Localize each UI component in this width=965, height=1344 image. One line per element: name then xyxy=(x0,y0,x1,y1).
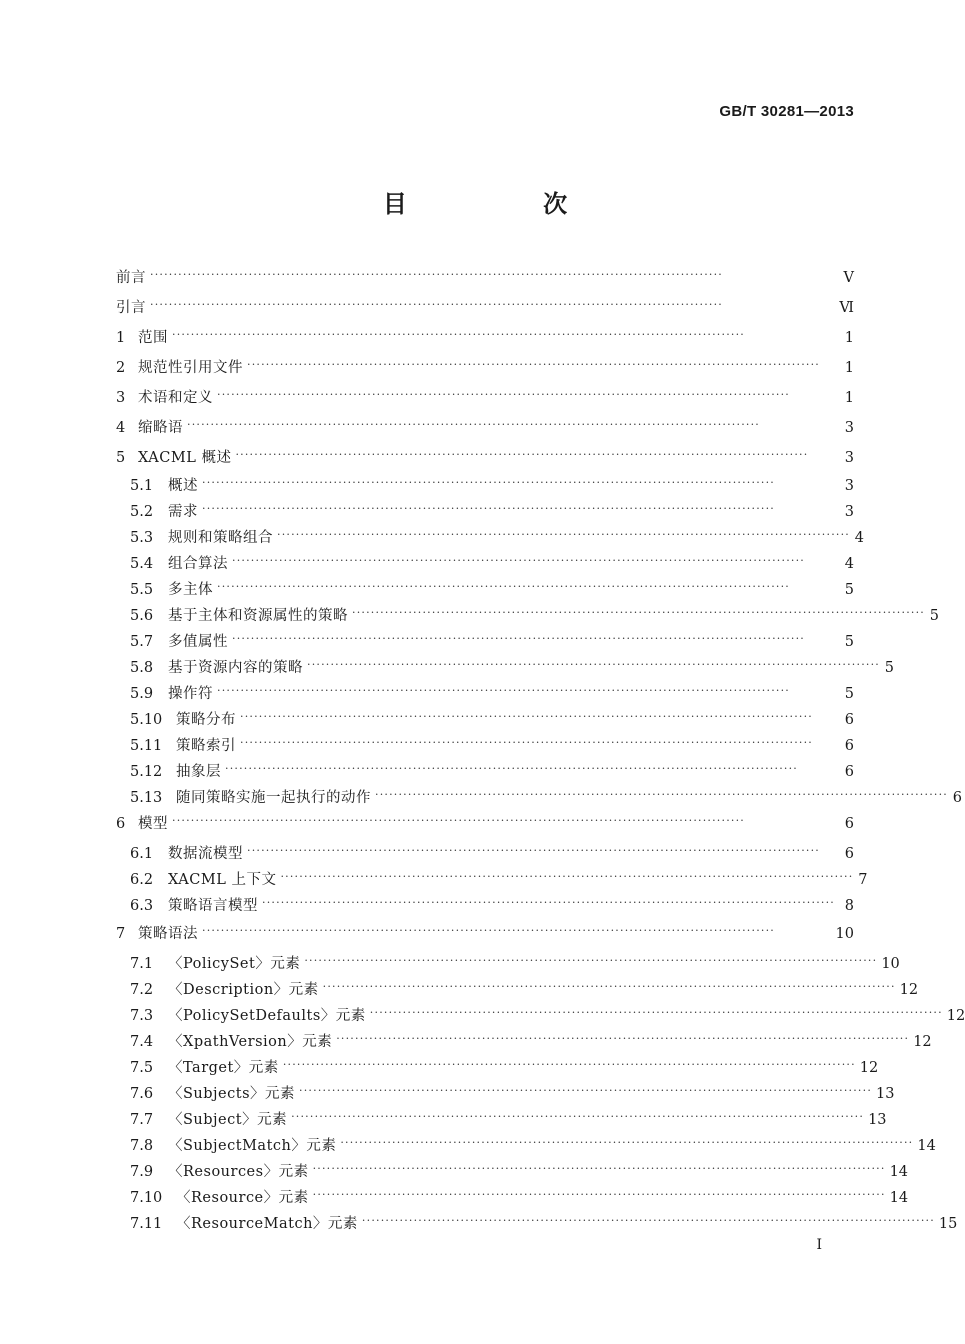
toc-entry-number: 5.7 xyxy=(130,634,154,650)
toc-entry[interactable] xyxy=(130,472,854,496)
toc-entry-page: 10 xyxy=(835,926,854,942)
toc-entry-number: 7.2 xyxy=(130,982,154,998)
toc-entry-number: 5.12 xyxy=(130,764,163,780)
toc-leader-dots: ·························································································································· xyxy=(291,1110,865,1123)
toc-entry-label: 需求 xyxy=(168,504,198,520)
toc-entry-page: 1 xyxy=(844,360,854,376)
toc-leader-dots: ·························································································································· xyxy=(375,788,948,801)
page-number: I xyxy=(816,1237,822,1253)
toc-entry[interactable] xyxy=(116,324,854,348)
toc-entry-label: 〈Target〉元素 xyxy=(168,1060,279,1076)
toc-entry-page: 13 xyxy=(868,1112,887,1128)
toc-entry-number: 7.3 xyxy=(130,1008,154,1024)
toc-entry[interactable] xyxy=(130,550,854,574)
toc-entry-number: 6.3 xyxy=(130,898,154,914)
toc-entry-page: 12 xyxy=(946,1008,965,1024)
toc-entry-label: 数据流模型 xyxy=(168,846,243,862)
toc-entry-number: 5.9 xyxy=(130,686,154,702)
toc-entry-label: 〈PolicySetDefaults〉元素 xyxy=(168,1008,366,1024)
toc-entry-page: 1 xyxy=(844,330,854,346)
toc-entry[interactable] xyxy=(130,1210,958,1234)
toc-entry-page: 3 xyxy=(844,504,854,520)
toc-entry-number: 2 xyxy=(116,360,126,376)
toc-entry-number: 7.4 xyxy=(130,1034,154,1050)
toc-entry-page: 3 xyxy=(844,420,854,436)
toc-entry-number: 5.6 xyxy=(130,608,154,624)
toc-leader-dots: ·························································································································· xyxy=(262,896,835,909)
toc-leader-dots: ·························································································································· xyxy=(202,924,775,937)
toc-entry-number: 1 xyxy=(116,330,126,346)
toc-entry[interactable] xyxy=(130,840,854,864)
toc-entry-number: 3 xyxy=(116,390,126,406)
toc-entry-page: 4 xyxy=(854,530,864,546)
toc-entry-label: XACML 概述 xyxy=(138,450,232,466)
toc-leader-dots: ·························································································································· xyxy=(304,954,878,967)
toc-entry-page: 12 xyxy=(859,1060,879,1076)
toc-entry-page: Ⅵ xyxy=(839,300,854,316)
toc-entry[interactable] xyxy=(130,628,854,652)
toc-entry[interactable] xyxy=(116,810,854,834)
toc-entry-page: Ⅴ xyxy=(843,270,854,286)
toc-entry-label: 规范性引用文件 xyxy=(138,360,243,376)
toc-entry-label: 随同策略实施一起执行的动作 xyxy=(176,790,371,806)
toc-entry-page: 6 xyxy=(844,816,854,832)
toc-leader-dots: ·························································································································· xyxy=(187,418,760,431)
toc-leader-dots: ·························································································································· xyxy=(240,736,813,749)
toc-entry-label: 基于资源内容的策略 xyxy=(168,660,303,676)
toc-entry[interactable] xyxy=(130,1158,909,1182)
toc-entry-page: 14 xyxy=(917,1138,936,1154)
toc-entry[interactable] xyxy=(130,784,962,808)
toc-entry-label: 操作符 xyxy=(168,686,213,702)
toc-entry[interactable] xyxy=(116,264,854,288)
toc-entry-page: 6 xyxy=(844,738,854,754)
toc-entry-page: 5 xyxy=(884,660,894,676)
toc-entry-page: 10 xyxy=(881,956,900,972)
toc-entry[interactable] xyxy=(116,294,854,318)
toc-entry[interactable] xyxy=(130,950,900,974)
toc-entry-number: 7.9 xyxy=(130,1164,154,1180)
toc-entry-label: 缩略语 xyxy=(138,420,183,436)
toc-leader-dots: ·························································································································· xyxy=(247,844,820,857)
toc-entry-label: 〈XpathVersion〉元素 xyxy=(168,1034,333,1050)
toc-entry[interactable] xyxy=(130,1028,932,1052)
toc-entry-number: 7.1 xyxy=(130,956,154,972)
toc-entry-number: 5.13 xyxy=(130,790,163,806)
toc-entry-page: 6 xyxy=(844,712,854,728)
toc-entry[interactable] xyxy=(130,732,854,756)
toc-entry-page: 4 xyxy=(844,556,854,572)
toc-entry[interactable] xyxy=(130,866,868,890)
toc-leader-dots: ·························································································································· xyxy=(282,1058,856,1071)
toc-entry[interactable] xyxy=(130,1002,965,1026)
toc-leader-dots: ·························································································································· xyxy=(235,448,809,461)
toc-leader-dots: ·························································································································· xyxy=(352,606,925,619)
toc-entry-number: 5 xyxy=(116,450,126,466)
toc-entry-label: 〈Resource〉元素 xyxy=(176,1190,309,1206)
toc-leader-dots: ·························································································································· xyxy=(340,1136,914,1149)
toc-entry[interactable] xyxy=(116,920,854,944)
toc-entry-label: 模型 xyxy=(138,816,168,832)
toc-entry[interactable] xyxy=(130,706,854,730)
toc-entry-label: 前言 xyxy=(116,270,146,286)
toc-entry[interactable] xyxy=(130,1132,936,1156)
toc-leader-dots: ·························································································································· xyxy=(232,554,805,567)
toc-entry[interactable] xyxy=(116,384,854,408)
toc-leader-dots: ·························································································································· xyxy=(280,870,854,883)
toc-leader-dots: ·························································································································· xyxy=(322,980,896,993)
toc-entry-label: 多值属性 xyxy=(168,634,228,650)
toc-entry-label: 基于主体和资源属性的策略 xyxy=(168,608,348,624)
toc-entry-label: 规则和策略组合 xyxy=(168,530,273,546)
toc-leader-dots: ·························································································································· xyxy=(232,632,805,645)
toc-leader-dots: ·························································································································· xyxy=(172,814,745,827)
toc-entry-page: 6 xyxy=(952,790,962,806)
toc-leader-dots: ·························································································································· xyxy=(277,528,850,541)
toc-entry-label: 策略分布 xyxy=(176,712,236,728)
toc-entry-label: 〈Subjects〉元素 xyxy=(168,1086,296,1102)
standard-code: GB/T 30281—2013 xyxy=(719,103,854,120)
toc-entry-page: 3 xyxy=(844,450,854,466)
toc-entry-number: 5.5 xyxy=(130,582,154,598)
toc-entry[interactable] xyxy=(116,414,854,438)
toc-leader-dots: ·························································································································· xyxy=(336,1032,910,1045)
toc-entry-page: 5 xyxy=(844,634,854,650)
toc-entry-number: 7.10 xyxy=(130,1190,163,1206)
toc-entry-number: 4 xyxy=(116,420,126,436)
toc-entry-label: 概述 xyxy=(168,478,198,494)
toc-entry[interactable] xyxy=(130,680,854,704)
toc-entry[interactable] xyxy=(130,1184,909,1208)
toc-entry-label: 〈PolicySet〉元素 xyxy=(168,956,301,972)
toc-leader-dots: ·························································································································· xyxy=(369,1006,943,1019)
toc-entry-label: 组合算法 xyxy=(168,556,228,572)
toc-entry-number: 7 xyxy=(116,926,126,942)
toc-entry-label: 策略语言模型 xyxy=(168,898,258,914)
toc-entry-number: 5.8 xyxy=(130,660,154,676)
toc-leader-dots: ·························································································································· xyxy=(307,658,880,671)
toc-leader-dots: ·························································································································· xyxy=(202,502,775,515)
toc-entry[interactable] xyxy=(130,1106,887,1130)
toc-leader-dots: ·························································································································· xyxy=(225,762,798,775)
toc-entry[interactable] xyxy=(130,892,854,916)
toc-leader-dots: ·························································································································· xyxy=(150,298,723,311)
toc-leader-dots: ·························································································································· xyxy=(312,1162,886,1175)
toc-entry[interactable] xyxy=(130,524,864,548)
toc-entry-page: 7 xyxy=(858,872,868,888)
toc-entry-number: 7.7 xyxy=(130,1112,154,1128)
toc-entry[interactable] xyxy=(130,1054,879,1078)
toc-entry-page: 6 xyxy=(844,764,854,780)
page-title: 目 次 xyxy=(382,190,632,218)
toc-entry-page: 14 xyxy=(889,1190,909,1206)
toc-entry-page: 14 xyxy=(889,1164,909,1180)
toc-entry-number: 7.5 xyxy=(130,1060,154,1076)
toc-entry-page: 5 xyxy=(844,686,854,702)
toc-entry-number: 5.3 xyxy=(130,530,154,546)
toc-entry[interactable] xyxy=(116,354,854,378)
toc-entry-label: XACML 上下文 xyxy=(168,872,277,888)
toc-entry-label: 〈Resources〉元素 xyxy=(168,1164,309,1180)
toc-leader-dots: ·························································································································· xyxy=(217,580,790,593)
toc-leader-dots: ·························································································································· xyxy=(150,268,723,281)
toc-leader-dots: ·························································································································· xyxy=(202,476,775,489)
toc-entry[interactable] xyxy=(130,654,894,678)
toc-leader-dots: ·························································································································· xyxy=(312,1188,886,1201)
toc-entry-label: 策略语法 xyxy=(138,926,198,942)
toc-entry-label: 多主体 xyxy=(168,582,213,598)
toc-entry-number: 7.11 xyxy=(130,1216,163,1232)
toc-entry-label: 〈Subject〉元素 xyxy=(168,1112,288,1128)
toc-entry-number: 5.1 xyxy=(130,478,154,494)
toc-leader-dots: ·························································································································· xyxy=(361,1214,935,1227)
toc-entry-page: 8 xyxy=(844,898,854,914)
toc-entry-number: 5.10 xyxy=(130,712,163,728)
toc-entry-page: 15 xyxy=(938,1216,958,1232)
toc-entry-page: 6 xyxy=(844,846,854,862)
toc-leader-dots: ·························································································································· xyxy=(172,328,745,341)
toc-leader-dots: ·························································································································· xyxy=(240,710,813,723)
toc-entry[interactable] xyxy=(130,602,939,626)
toc-entry-label: 引言 xyxy=(116,300,146,316)
toc-entry-number: 6.2 xyxy=(130,872,154,888)
toc-leader-dots: ·························································································································· xyxy=(299,1084,873,1097)
toc-entry-page: 3 xyxy=(844,478,854,494)
toc-entry-label: 策略索引 xyxy=(176,738,236,754)
toc-leader-dots: ·························································································································· xyxy=(247,358,820,371)
toc-entry-number: 5.4 xyxy=(130,556,154,572)
toc-leader-dots: ·························································································································· xyxy=(217,388,790,401)
toc-entry-label: 术语和定义 xyxy=(138,390,213,406)
toc-entry-number: 5.2 xyxy=(130,504,154,520)
toc-entry-number: 6 xyxy=(116,816,126,832)
toc-entry-page: 1 xyxy=(844,390,854,406)
toc-entry-number: 5.11 xyxy=(130,738,163,754)
toc-entry[interactable] xyxy=(116,444,854,468)
toc-entry[interactable] xyxy=(130,758,854,782)
toc-leader-dots: ·························································································································· xyxy=(217,684,790,697)
toc-entry[interactable] xyxy=(130,1080,895,1104)
toc-entry-page: 12 xyxy=(913,1034,932,1050)
toc-entry-page: 12 xyxy=(899,982,919,998)
toc-entry-number: 7.8 xyxy=(130,1138,154,1154)
toc-entry-page: 5 xyxy=(929,608,939,624)
toc-entry[interactable] xyxy=(130,976,919,1000)
toc-entry-number: 6.1 xyxy=(130,846,154,862)
toc-entry-page: 13 xyxy=(876,1086,895,1102)
toc-entry-label: 〈Description〉元素 xyxy=(168,982,319,998)
toc-entry-page: 5 xyxy=(844,582,854,598)
toc-entry-number: 7.6 xyxy=(130,1086,154,1102)
toc-entry[interactable] xyxy=(130,498,854,522)
toc-entry-label: 〈ResourceMatch〉元素 xyxy=(176,1216,358,1232)
toc-entry-label: 抽象层 xyxy=(176,764,221,780)
toc-entry-label: 〈SubjectMatch〉元素 xyxy=(168,1138,337,1154)
toc-entry[interactable] xyxy=(130,576,854,600)
toc-entry-label: 范围 xyxy=(138,330,168,346)
